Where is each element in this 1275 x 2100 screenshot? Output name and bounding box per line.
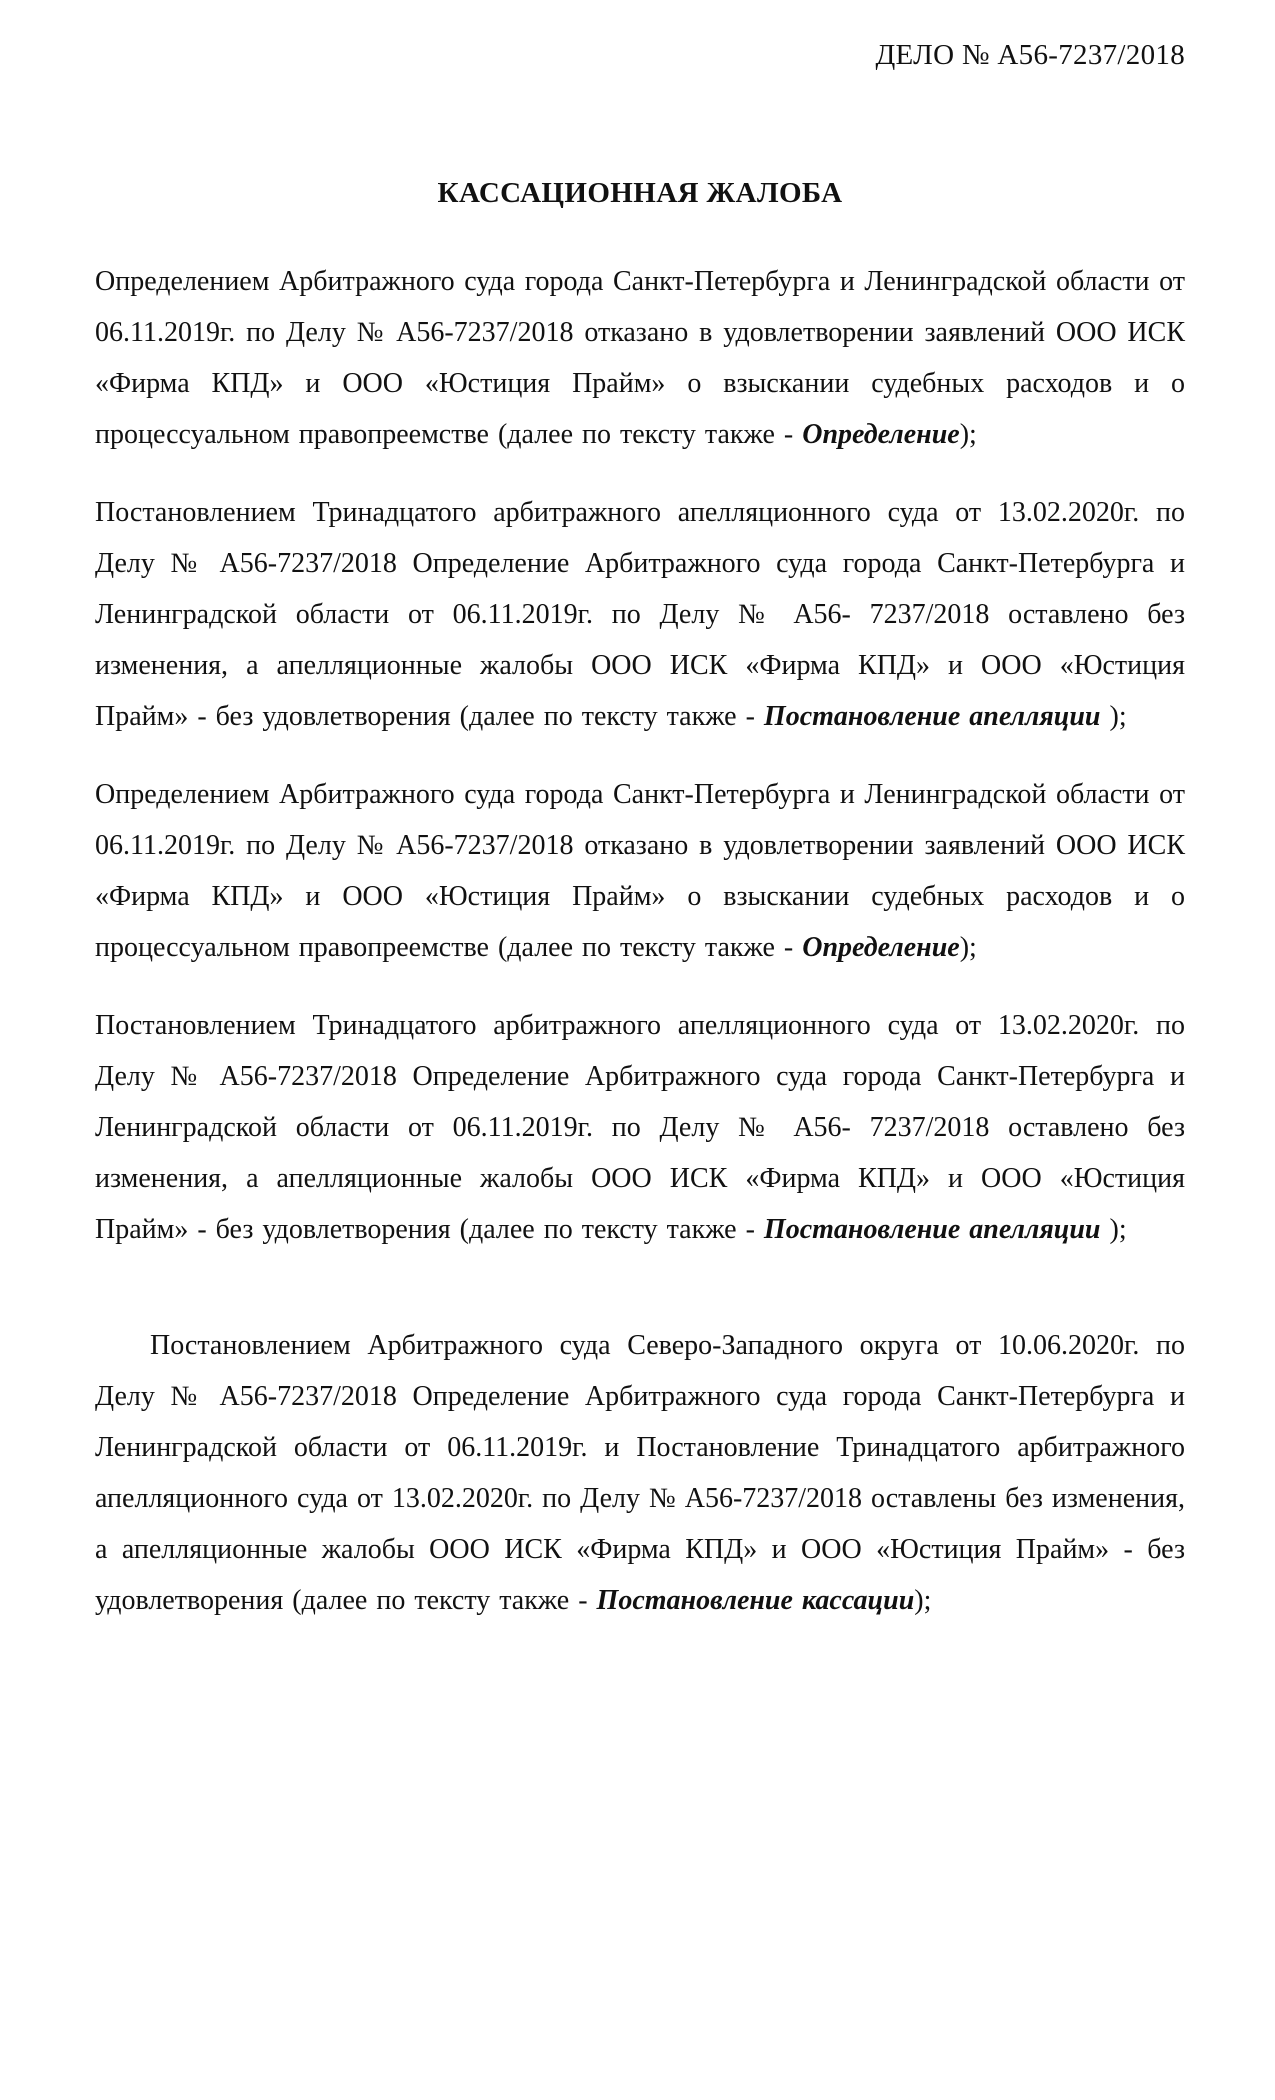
text-segment: ); [914, 1585, 932, 1616]
defined-term: Определение [802, 419, 960, 450]
defined-term: Постановление апелляции [763, 1214, 1101, 1245]
defined-term: Постановление кассации [596, 1585, 915, 1616]
document-title: КАССАЦИОННАЯ ЖАЛОБА [437, 177, 843, 209]
document-body [95, 256, 1185, 1626]
text-segment: ); [1100, 701, 1127, 732]
text-segment: Постановлением Тринадцатого арбитражного апелляционного суда от 13.02.2020г. по Делу № А56-7237/2018 Определение Арбитражного суда города Санкт-Петербурга и Ленинградской области от 06.11.2019г. по Делу № А56- 7237/2018 оставлено без изменения, а апелляционные жалобы ООО ИСК «Фирма КПД» и ООО «Юстиция Прайм» - без удовлетворения (далее по тексту также - [95, 1010, 1185, 1245]
defined-term: Постановление апелляции [763, 701, 1101, 732]
text-segment: ); [959, 419, 977, 450]
paragraph [95, 1320, 1185, 1626]
text-segment: Постановлением Тринадцатого арбитражного апелляционного суда от 13.02.2020г. по Делу № А56-7237/2018 Определение Арбитражного суда города Санкт-Петербурга и Ленинградской области от 06.11.2019г. по Делу № А56- 7237/2018 оставлено без изменения, а апелляционные жалобы ООО ИСК «Фирма КПД» и ООО «Юстиция Прайм» - без удовлетворения (далее по тексту также - [95, 497, 1185, 732]
paragraph [95, 1000, 1185, 1255]
paragraph [95, 769, 1185, 973]
text-segment: Определением Арбитражного суда города Санкт-Петербурга и Ленинградской области от 06.11.2019г. по Делу № А56-7237/2018 отказано в удовлетворении заявлений ООО ИСК «Фирма КПД» и ООО «Юстиция Прайм» о взыскании судебных расходов и о процессуальном правопреемстве (далее по тексту также - [95, 779, 1185, 963]
paragraph [95, 487, 1185, 742]
text-segment: Постановлением Арбитражного суда Северо-Западного округа от 10.06.2020г. по Делу № А56-7237/2018 Определение Арбитражного суда города Санкт-Петербурга и Ленинградской области от 06.11.2019г. и Постановление Тринадцатого арбитражного апелляционного суда от 13.02.2020г. по Делу № А56-7237/2018 оставлены без изменения, а апелляционные жалобы ООО ИСК «Фирма КПД» и ООО «Юстиция Прайм» - без удовлетворения (далее по тексту также - [95, 1330, 1185, 1616]
text-segment: ); [959, 932, 977, 963]
defined-term: Определение [802, 932, 960, 963]
text-segment: ); [1100, 1214, 1127, 1245]
paragraph [95, 256, 1185, 460]
text-segment: Определением Арбитражного суда города Санкт-Петербурга и Ленинградской области от 06.11.2019г. по Делу № А56-7237/2018 отказано в удовлетворении заявлений ООО ИСК «Фирма КПД» и ООО «Юстиция Прайм» о взыскании судебных расходов и о процессуальном правопреемстве (далее по тексту также - [95, 266, 1185, 450]
case-number: ДЕЛО № А56-7237/2018 [875, 39, 1185, 71]
